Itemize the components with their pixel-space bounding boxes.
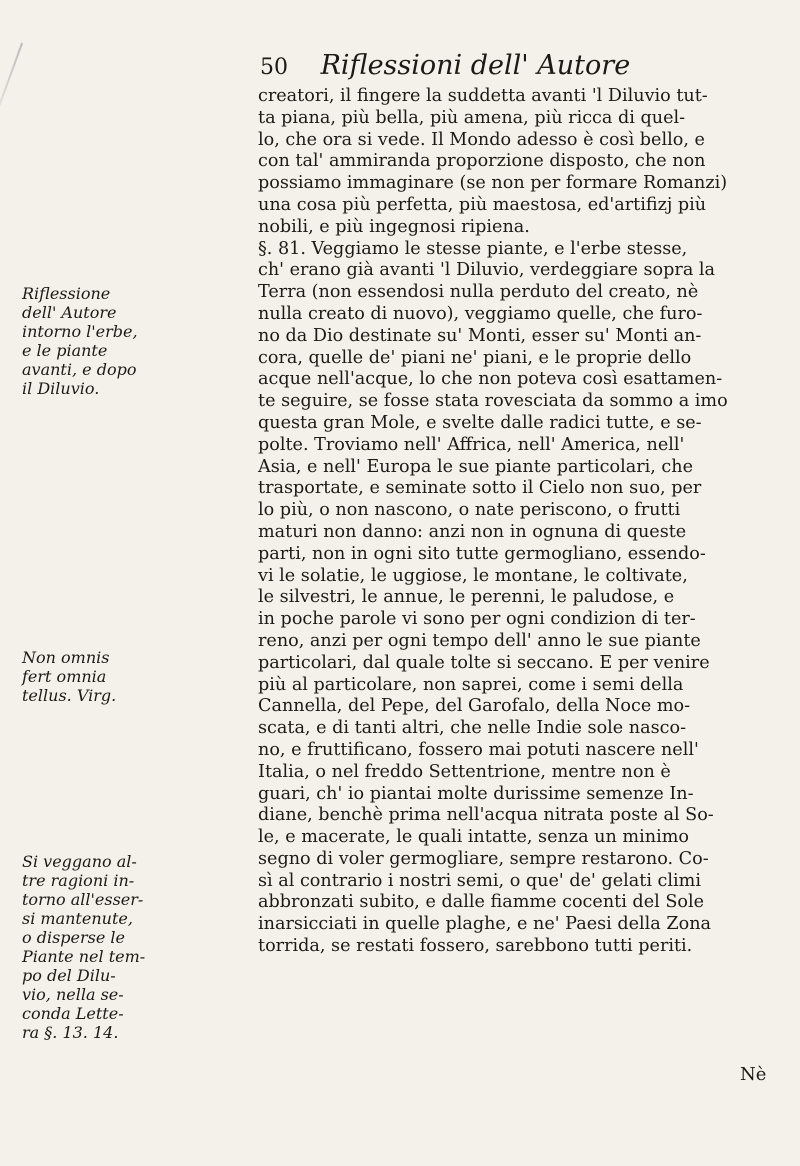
text-line: possiamo immaginare (se non per formare Romanzi) xyxy=(258,173,728,194)
text-line: guari, ch' io piantai molte durissime semenze In- xyxy=(258,783,694,804)
margin-note-line: Si veggano al- xyxy=(22,852,137,871)
text-line: no da Dio destinate su' Monti, esser su' Monti an- xyxy=(258,325,702,346)
text-line: questa gran Mole, e svelte dalle radici tutte, e se- xyxy=(258,412,702,433)
margin-note-line: intorno l'erbe, xyxy=(22,322,138,341)
margin-note-line: vio, nella se- xyxy=(22,985,124,1004)
catchword: Nè xyxy=(740,1064,767,1085)
text-line: le silvestri, le annue, le perenni, le paludose, e xyxy=(258,587,675,608)
margin-note-line: tellus. Virg. xyxy=(22,686,117,705)
text-line: trasportate, e seminate sotto il Cielo non suo, per xyxy=(258,478,702,499)
text-line: in poche parole vi sono per ogni condizion di ter- xyxy=(258,609,696,630)
running-header xyxy=(260,46,630,88)
text-line: lo, che ora si vede. Il Mondo adesso è così bello, e xyxy=(258,129,705,150)
margin-note-line: ra §. 13. 14. xyxy=(22,1023,119,1042)
text-line: inarsicciati in quelle plaghe, e ne' Paesi della Zona xyxy=(258,914,712,935)
running-title: Riflessioni dell' Autore xyxy=(320,50,631,81)
text-line: vi le solatie, le uggiose, le montane, le coltivate, xyxy=(258,565,688,586)
text-line: nobili, e più ingegnosi ripiena. xyxy=(258,216,530,237)
text-line: te seguire, se fosse stata rovesciata da sommo a imo xyxy=(258,391,728,412)
text-line: reno, anzi per ogni tempo dell' anno le sue piante xyxy=(258,630,701,651)
margin-note-line: dell' Autore xyxy=(22,303,117,322)
text-line: una cosa più perfetta, più maestosa, ed'artifizj più xyxy=(258,194,707,215)
text-line: Asia, e nell' Europa le sue piante particolari, che xyxy=(258,456,694,477)
margin-note-line: conda Lette- xyxy=(22,1004,124,1023)
margin-note-line: tre ragioni in- xyxy=(22,871,135,890)
text-line: polte. Troviamo nell' Affrica, nell' America, nell' xyxy=(258,434,685,455)
text-line: Cannella, del Pepe, del Garofalo, della Noce mo- xyxy=(258,696,691,717)
margin-note-line: torno all'esser- xyxy=(22,890,144,909)
margin-note-line: e le piante xyxy=(22,341,108,360)
text-line: Terra (non essendosi nulla perduto del creato, nè xyxy=(258,282,699,303)
text-line: maturi non danno: anzi non in ognuna di queste xyxy=(258,521,687,542)
margin-note-line: o disperse le xyxy=(22,928,125,947)
text-line: cora, quelle de' piani ne' piani, e le proprie dello xyxy=(258,347,692,368)
margin-note-line: fert omnia xyxy=(22,667,107,686)
text-line: più al particolare, non saprei, come i semi della xyxy=(258,674,684,695)
margin-note-line: Piante nel tem- xyxy=(22,947,146,966)
text-line: sì al contrario i nostri semi, o que' de' gelati climi xyxy=(258,870,701,891)
margin-note-line: po del Dilu- xyxy=(22,966,116,985)
text-line: le, e macerate, le quali intatte, senza un minimo xyxy=(258,827,689,848)
margin-note-line: il Diluvio. xyxy=(22,379,100,398)
text-line: creatori, il fingere la suddetta avanti 'l Diluvio tut- xyxy=(258,86,708,106)
page-number: 50 xyxy=(260,55,288,80)
text-line: con tal' ammiranda proporzione disposto, che non xyxy=(258,151,706,172)
margin-note-line: Riflessione xyxy=(22,284,111,303)
text-line: acque nell'acque, lo che non poteva così esattamen- xyxy=(258,369,723,390)
text-line: particolari, dal quale tolte si seccano. E per venire xyxy=(258,652,710,673)
page-edge-shadow xyxy=(0,43,23,138)
margin-note-virgil xyxy=(22,648,200,705)
main-text xyxy=(258,86,768,958)
text-line: nulla creato di nuovo), veggiamo quelle, che furo- xyxy=(258,303,703,324)
margin-note-lettera xyxy=(22,852,200,1042)
margin-note-line: Non omnis xyxy=(22,648,110,667)
text-line: torrida, se restati fossero, sarebbono tutti periti. xyxy=(258,936,693,957)
text-line: §. 81. Veggiamo le stesse piante, e l'erbe stesse, xyxy=(258,238,688,259)
text-line: lo più, o non nascono, o nate periscono, o frutti xyxy=(258,500,681,521)
text-line: abbronzati subito, e dalle fiamme cocenti del Sole xyxy=(258,892,705,913)
margin-note-riflessione xyxy=(22,284,200,398)
text-line: segno di voler germogliare, sempre restarono. Co- xyxy=(258,848,709,869)
text-line: ta piana, più bella, più amena, più ricca di quel- xyxy=(258,107,686,128)
text-line: Italia, o nel freddo Settentrione, mentre non è xyxy=(258,761,671,782)
text-line: no, e fruttificano, fossero mai potuti nascere nell' xyxy=(258,739,699,760)
text-line: ch' erano già avanti 'l Diluvio, verdeggiare sopra la xyxy=(258,260,716,281)
margin-note-line: avanti, e dopo xyxy=(22,360,137,379)
text-line: scata, e di tanti altri, che nelle Indie sole nasco- xyxy=(258,718,687,739)
text-line: diane, benchè prima nell'acqua nitrata poste al So- xyxy=(258,805,714,826)
margin-note-line: si mantenute, xyxy=(22,909,133,928)
text-line: parti, non in ogni sito tutte germogliano, essendo- xyxy=(258,543,706,564)
